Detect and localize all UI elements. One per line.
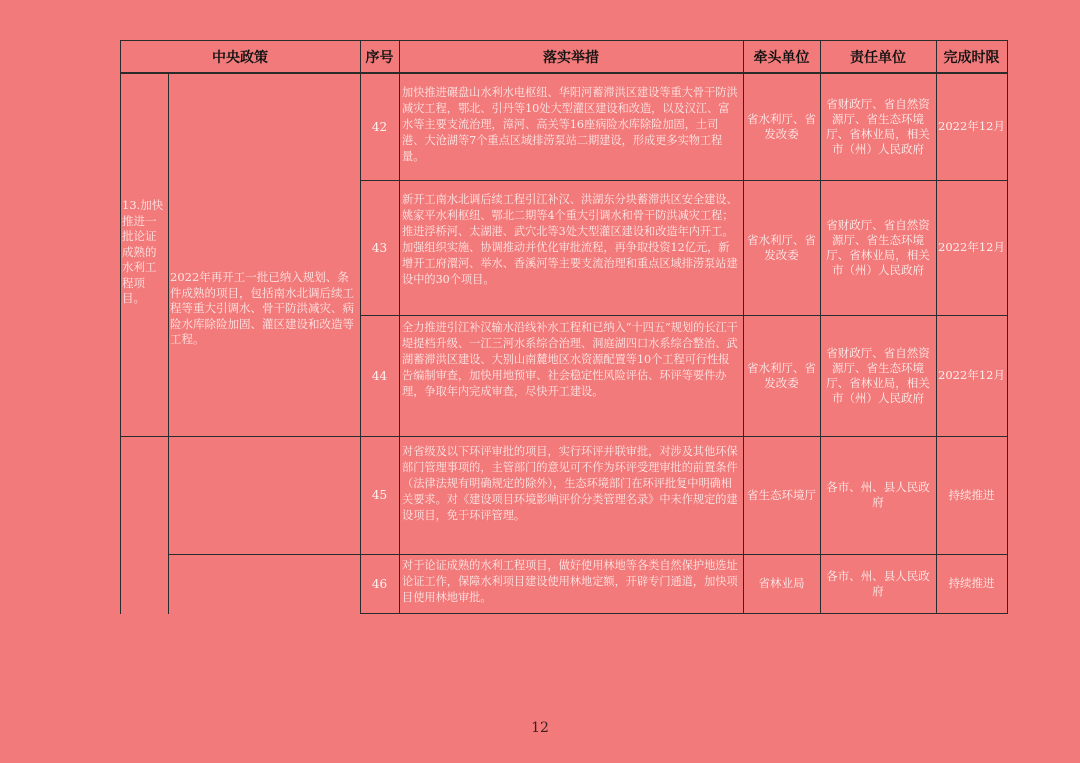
row-lead-unit: 省林业局 <box>758 576 805 590</box>
row-deadline: 持续推进 <box>948 576 995 590</box>
row-responsible-unit: 各市、州、县人民政府 <box>826 480 930 509</box>
header-responsible-unit: 责任单位 <box>850 49 906 66</box>
row-seq: 43 <box>371 240 388 255</box>
row-lead-unit: 省水利厅、省发改委 <box>747 232 816 262</box>
header-deadline: 完成时限 <box>943 49 1000 66</box>
row-measure: 对省级及以下环评审批的项目，实行环评并联审批，对涉及其他环保部门管理事项的，主管部门的意见可不作为环评受理审批的前置条件（法律法规有明确规定的除外），生态环境部门在环评批复中明确相关要求。对《建设项目环境影响评价分类管理名录》中未作规定的建设项目，免于环评管理。 <box>402 445 738 522</box>
row-seq: 46 <box>371 576 388 591</box>
row-measure: 新开工南水北调后续工程引江补汉、洪湖东分块蓄滞洪区安全建设、姚家平水利枢纽、鄂北二期等4个重大引调水和骨干防洪减灾工程；推进浮桥河、太湖港、武穴北等3处大型灌区建设和改造年内开工。加强组织实施、协调推动并优化审批流程，再争取投资12亿元，新增开工府澴河、举水、香溪河等主要支流治理和重点区域排涝泵站建设中的30个项目。 <box>402 193 738 286</box>
row-measure: 对于论证成熟的水利工程项目，做好使用林地等各类自然保护地选址论证工作，保障水利项目建设使用林地定额，开辟专门通道，加快项目使用林地审批。 <box>402 559 738 604</box>
header-measures: 落实举措 <box>543 49 599 66</box>
header-central-policy: 中央政策 <box>212 49 268 66</box>
row-deadline: 2022年12月 <box>938 119 1005 133</box>
row-lead-unit: 省水利厅、省发改委 <box>747 111 816 141</box>
row-lead-unit: 省水利厅、省发改委 <box>747 360 816 390</box>
row-responsible-unit: 各市、州、县人民政府 <box>826 568 930 598</box>
header-lead-unit: 牵头单位 <box>753 49 810 66</box>
row-seq: 42 <box>371 119 388 134</box>
row-deadline: 持续推进 <box>948 487 995 502</box>
policy-detail: 2022年再开工一批已纳入规划、条件成熟的项目，包括南水北调后续工程等重大引调水、骨干防洪减灾、病险水库除险加固、灌区建设和改造等工程。 <box>170 270 354 346</box>
row-measure: 加快推进碾盘山水利水电枢纽、华阳河蓄滞洪区建设等重大骨干防洪减灾工程，鄂北、引丹等10处大型灌区建设和改造，以及汉江、富水等主要支流治理，漳河、高关等16座病险水库除险加固，土司港、大沧湖等7个重点区域排涝泵站二期建设，形成更多实物工程量。 <box>402 86 738 163</box>
row-lead-unit: 省生态环境厅 <box>747 487 816 502</box>
row-measure: 全力推进引江补汉输水沿线补水工程和已纳入“十四五”规划的长江干堤提档升级、一江三河水系综合治理、洞庭湖四口水系综合整治、武湖蓄滞洪区建设、大别山南麓地区水资源配置等10个工程可行性报告编制审查，加快用地预审、社会稳定性风险评估、环评等要件办理，争取年内完成审查，尽快开工建设。 <box>402 321 738 398</box>
row-responsible-unit: 省财政厅、省自然资源厅、省生态环境厅、省林业局，相关市（州）人民政府 <box>826 96 930 156</box>
policy-item: 13.加快推进一批论证成熟的水利工程项目。 <box>122 198 164 305</box>
row-deadline: 2022年12月 <box>938 240 1005 254</box>
page-number: 12 <box>531 720 549 736</box>
row-seq: 44 <box>371 368 388 383</box>
row-seq: 45 <box>371 488 388 502</box>
row-responsible-unit: 省财政厅、省自然资源厅、省生态环境厅、省林业局，相关市（州）人民政府 <box>826 345 930 405</box>
row-deadline: 2022年12月 <box>938 368 1005 382</box>
header-seq: 序号 <box>365 49 394 66</box>
row-responsible-unit: 省财政厅、省自然资源厅、省生态环境厅、省林业局，相关市（州）人民政府 <box>826 217 930 277</box>
